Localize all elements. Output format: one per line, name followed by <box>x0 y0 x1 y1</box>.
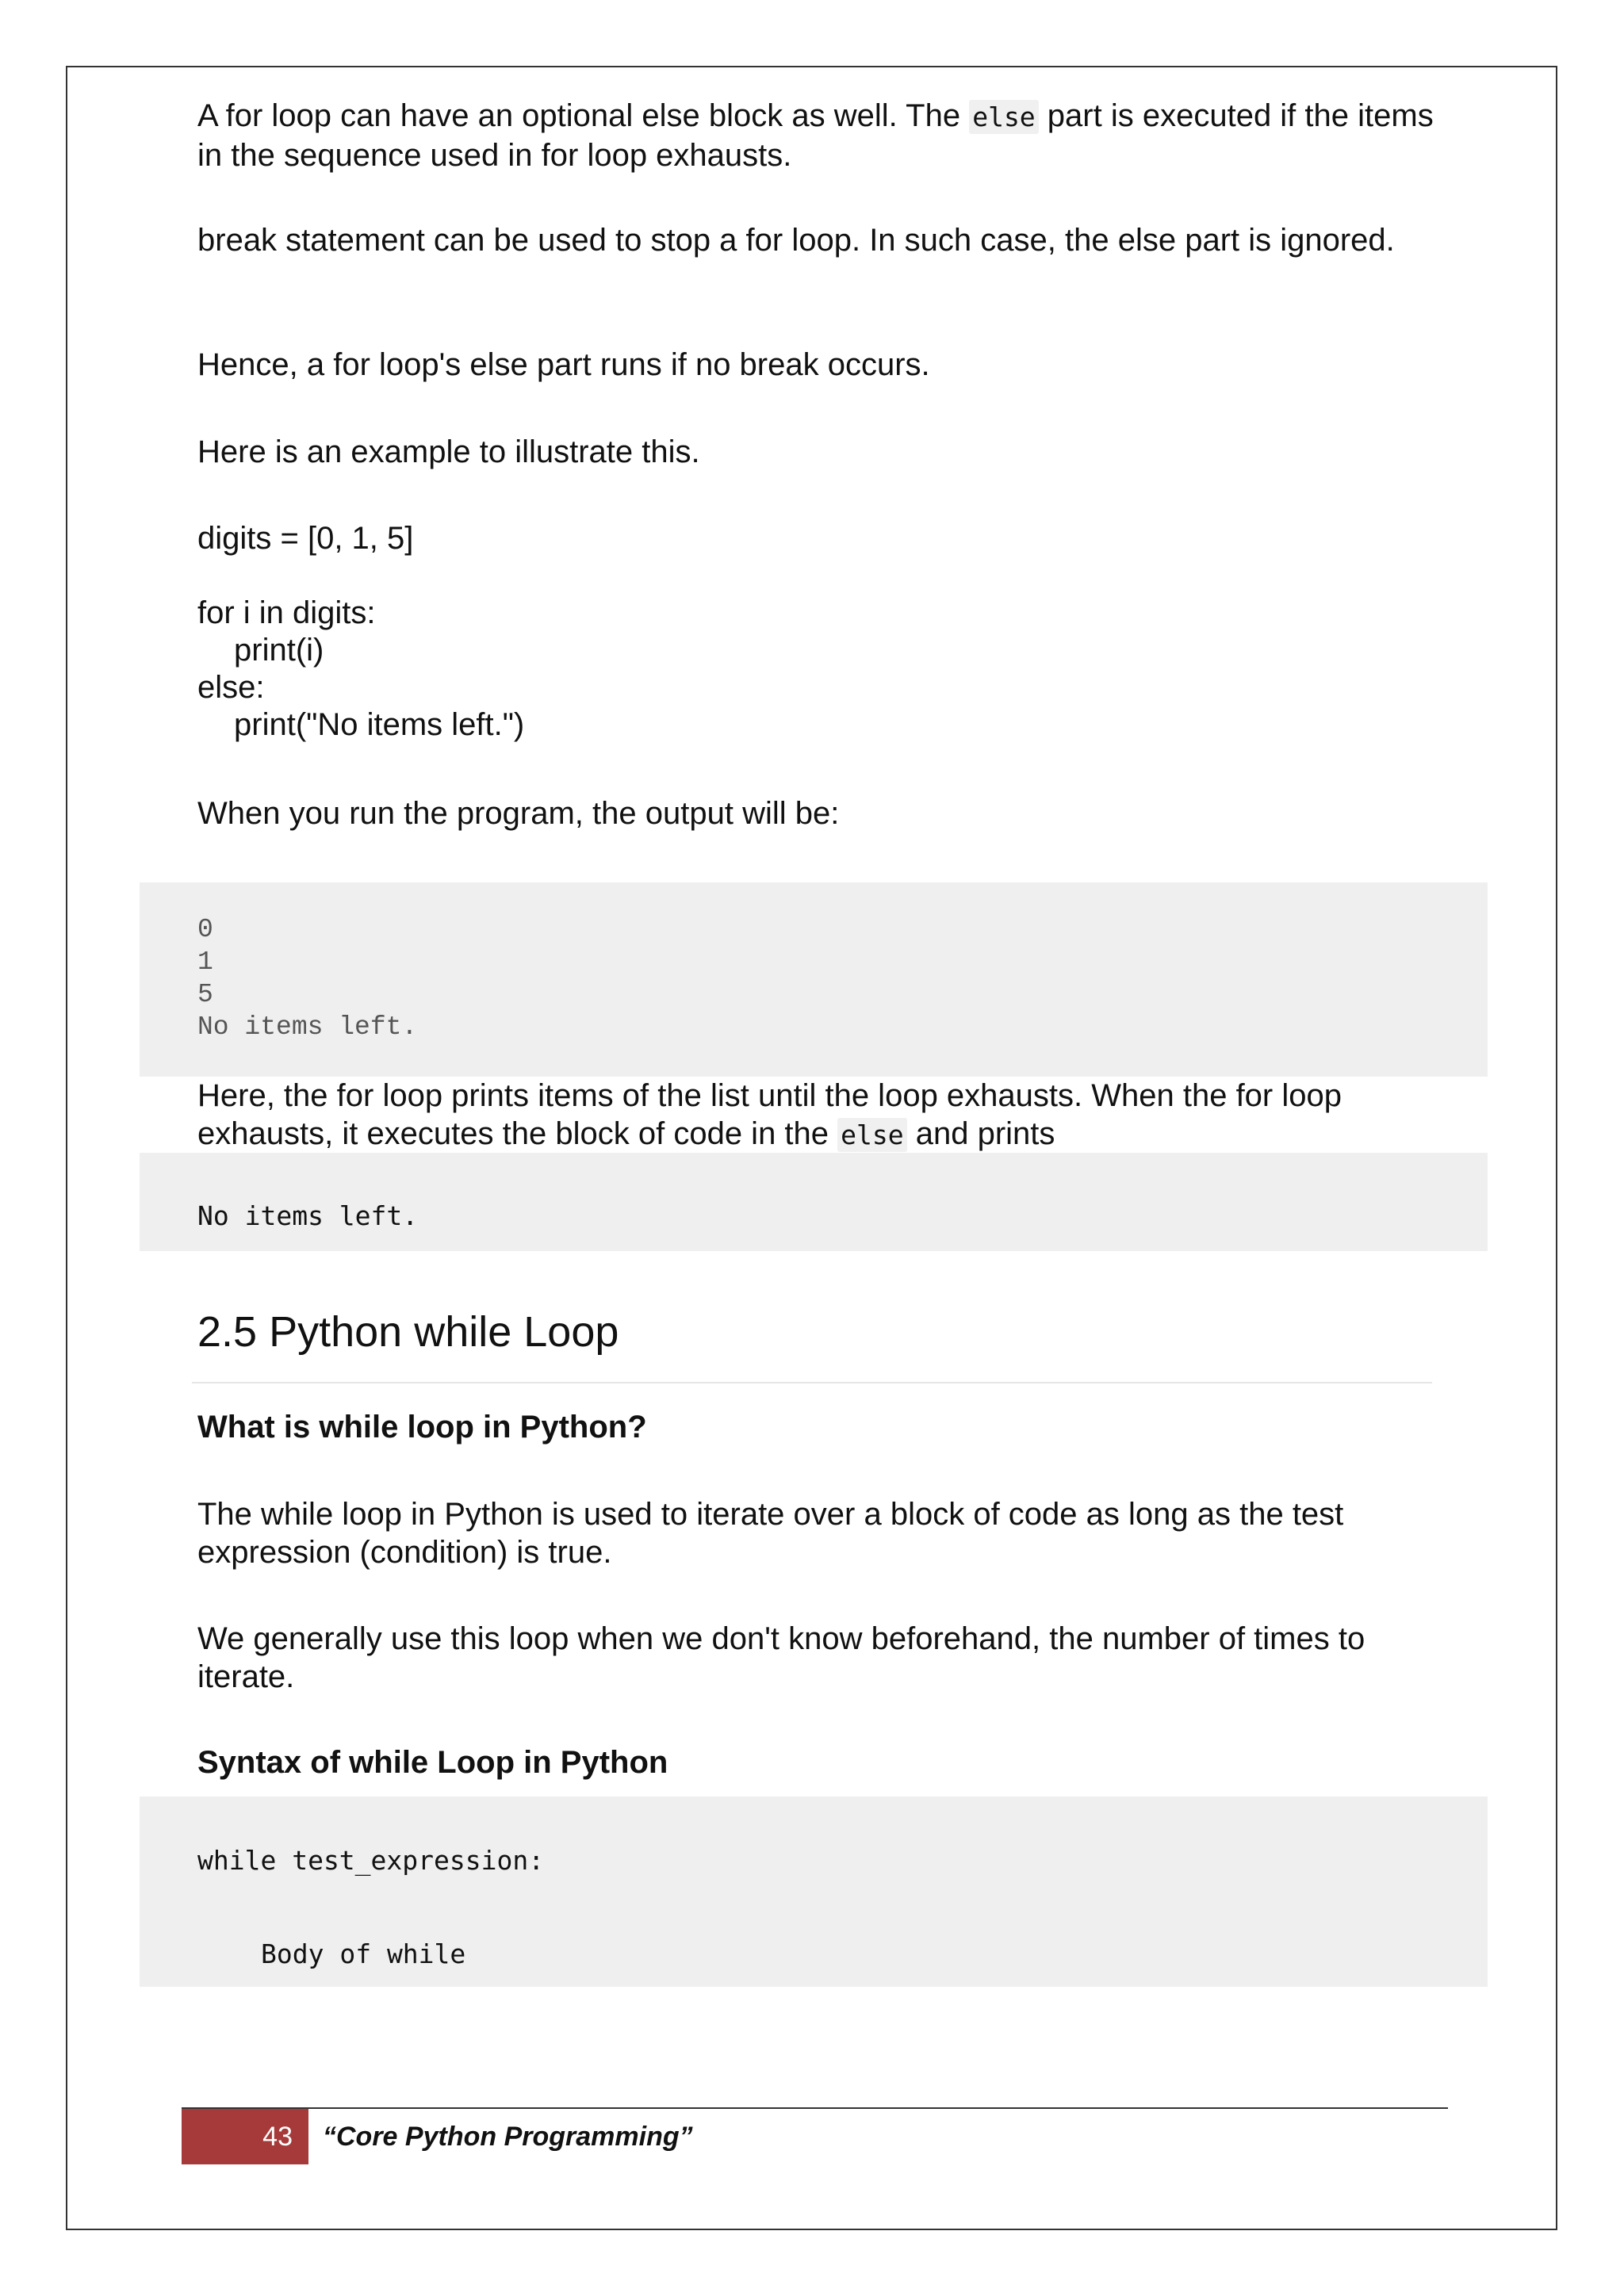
paragraph-else-runs: Hence, a for loop's else part runs if no break occurs. <box>197 347 930 382</box>
paragraph-while-usage: We generally use this loop when we don't know beforehand, the number of times to iterate. <box>197 1621 1365 1694</box>
book-title: “Core Python Programming” <box>323 2122 693 2152</box>
paragraph-text: A for loop can have an optional else block as well. The <box>197 98 970 133</box>
code-line-else: else: <box>197 670 265 705</box>
section-heading: 2.5 Python while Loop <box>197 1308 619 1356</box>
paragraph-text: Here, the for loop prints items of the list until the loop exhausts. When the for loop exhausts, it executes the block of code in the <box>197 1078 1342 1151</box>
subheading-while-syntax: Syntax of while Loop in Python <box>197 1745 668 1780</box>
code-line-print-i: print(i) <box>234 633 324 668</box>
paragraph-while-definition: The while loop in Python is used to iterate over a block of code as long as the test expression (condition) is true. <box>197 1497 1344 1570</box>
code-line-digits: digits = [0, 1, 5] <box>197 521 414 556</box>
page-number: 43 <box>182 2109 308 2164</box>
code-line-for: for i in digits: <box>197 595 376 630</box>
output-line: No items left. <box>197 1012 418 1042</box>
output-line: 1 <box>197 947 213 977</box>
paragraph-output-intro: When you run the program, the output will be: <box>197 796 840 831</box>
paragraph-text: and prints <box>906 1116 1055 1151</box>
output-line: 5 <box>197 980 213 1009</box>
output-block <box>140 882 1488 1077</box>
paragraph-break-statement: break statement can be used to stop a for loop. In such case, the else part is ignored. <box>197 223 1395 258</box>
inline-code: else <box>969 100 1038 134</box>
syntax-line-while: while test_expression: <box>197 1845 545 1876</box>
heading-divider <box>192 1382 1432 1383</box>
printed-message: No items left. <box>197 1200 419 1231</box>
paragraph-example-intro: Here is an example to illustrate this. <box>197 434 700 469</box>
page <box>66 66 1557 2230</box>
syntax-line-body: Body of while <box>261 1938 466 1969</box>
paragraph-text: part is executed if the items in the sequence used in for loop exhausts. <box>197 98 1434 173</box>
output-line: 0 <box>197 915 213 944</box>
paragraph-explanation <box>197 1077 1466 1154</box>
subheading-what-is-while: What is while loop in Python? <box>197 1410 647 1445</box>
inline-code: else <box>837 1118 906 1152</box>
page-content <box>67 67 1556 2229</box>
code-line-print-message: print("No items left.") <box>234 707 525 742</box>
paragraph-for-else-intro <box>197 97 1466 174</box>
